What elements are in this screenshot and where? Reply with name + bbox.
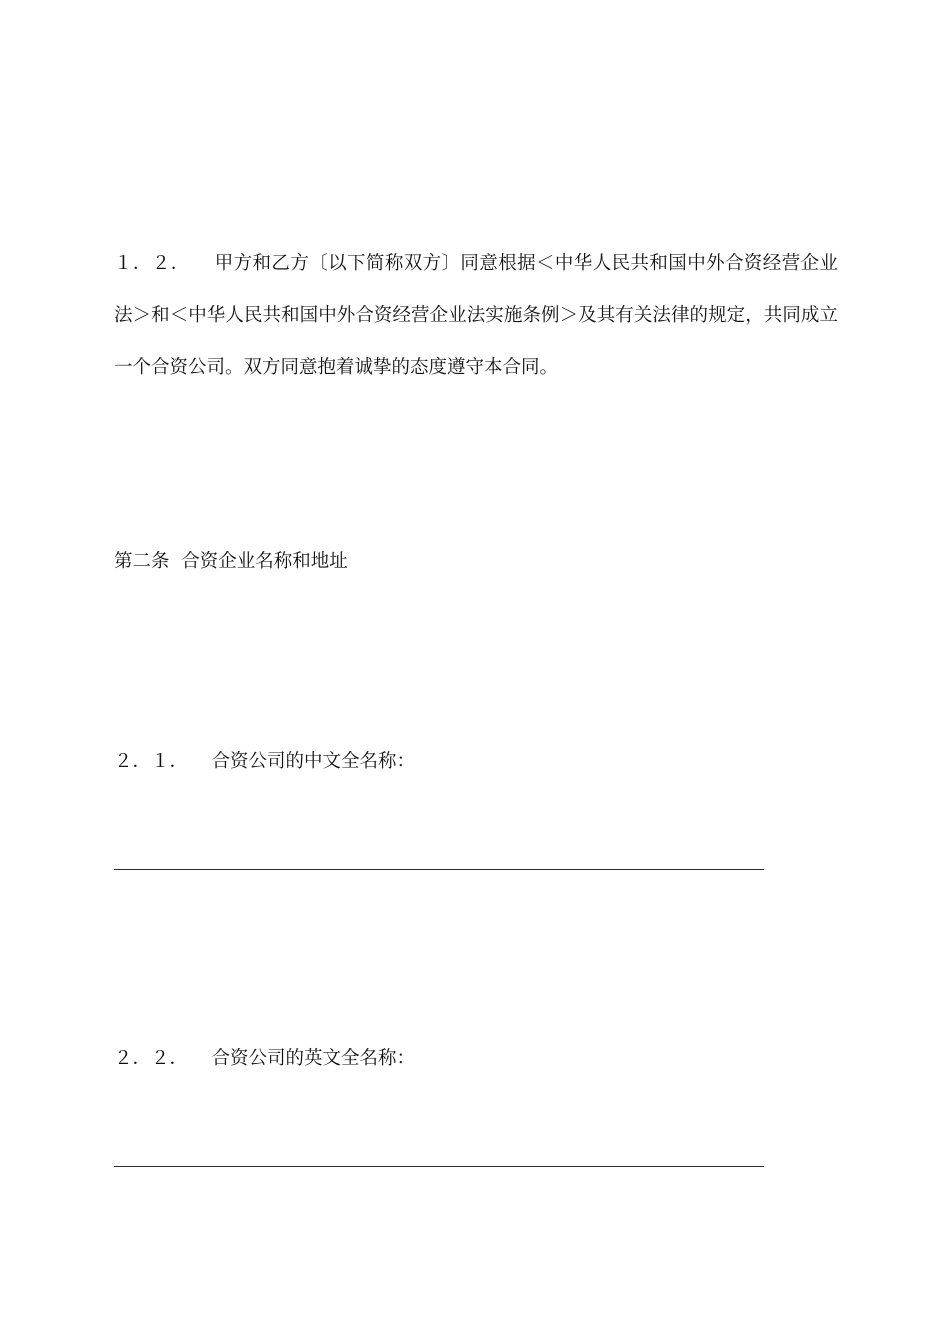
english-name-blank-line <box>114 1166 764 1167</box>
clause-2-2 <box>114 1033 838 1085</box>
article-2-title: 合资企业名称和地址 <box>181 551 348 572</box>
chinese-name-blank-line <box>114 869 764 870</box>
clause-2-1-label: 合资公司的中文全名称： <box>211 751 416 772</box>
article-2-number: 第二条 <box>114 551 170 572</box>
clause-2-1 <box>114 736 838 788</box>
clause-1-2-number: １．２． <box>114 253 190 274</box>
clause-2-2-label: 合资公司的英文全名称： <box>211 1048 416 1069</box>
clause-1-2 <box>114 238 838 394</box>
clause-2-1-number: ２．１． <box>114 751 189 772</box>
clause-2-2-number: ２．２． <box>114 1048 189 1069</box>
article-2-heading <box>114 536 838 588</box>
clause-1-2-text: 甲方和乙方〔以下简称双方〕同意根据＜中华人民共和国中外合资经营企业法＞和＜中华人民共和国中外合资经营企业法实施条例＞及其有关法律的规定，共同成立一个合资公司。双方同意抱着诚挚的态度遵守本合同。 <box>114 253 838 378</box>
